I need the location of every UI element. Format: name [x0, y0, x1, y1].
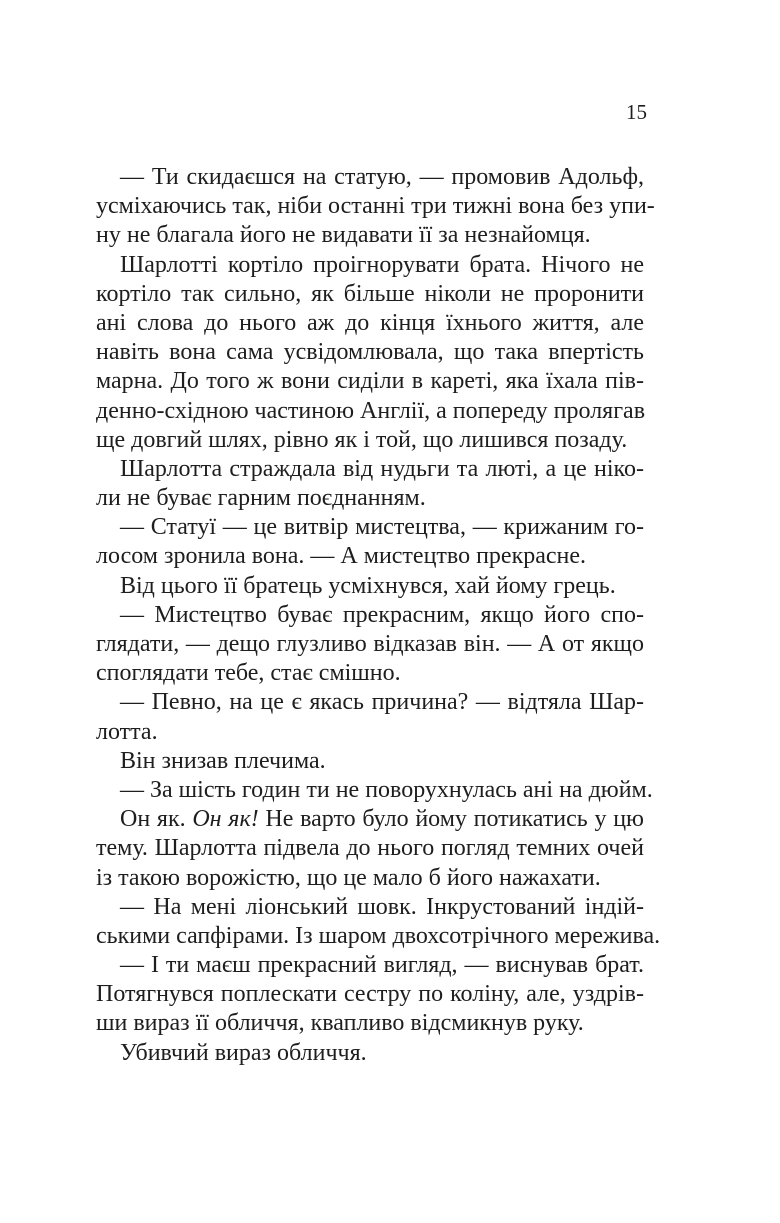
- text-line: Шарлотті кортіло проігнорувати брата. Нічого не: [120, 251, 644, 278]
- text-line: тему. Шарлотта підвела до нього погляд темних очей: [96, 835, 644, 862]
- text-line: лосом зронила вона. — А мистецтво прекрасне.: [96, 543, 587, 570]
- text-line: [96, 805, 644, 834]
- text-line: — Ти скидаєшся на статую, — промовив Адольф,: [120, 164, 644, 190]
- text-line: — Певно, на це є якась причина? — відтяла Шар-: [120, 689, 644, 716]
- page-number: 15: [626, 100, 647, 124]
- text-line: ши вираз її обличчя, квапливо відсмикнув руку.: [96, 1010, 584, 1037]
- text-line: — На мені ліонський шовк. Інкрустований індій-: [120, 893, 644, 920]
- text-line: глядати, — дещо глузливо відказав він. — А от якщо: [96, 631, 644, 657]
- text-line: Потягнувся поплескати сестру по коліну, але, уздрів-: [96, 981, 644, 1008]
- text-line: Він знизав плечима.: [120, 747, 326, 774]
- text-line: Від цього її братець усміхнувся, хай йому грець.: [120, 572, 616, 599]
- text-line: денно-східною частиною Англії, а попереду пролягав: [96, 397, 646, 424]
- text-line: марна. До того ж вони сиділи в кареті, яка їхала пів-: [96, 368, 644, 395]
- text-span: Не варто було йому потикатись у цю: [258, 806, 644, 833]
- body-text: [96, 163, 661, 1068]
- text-line: ськими сапфірами. Із шаром двохсотрічного мережива.: [96, 922, 661, 949]
- text-line: — І ти маєш прекрасний вигляд, — виснував брат.: [120, 952, 644, 979]
- italic-text: Он як!: [192, 806, 259, 833]
- text-line: лотта.: [96, 718, 158, 745]
- text-span: Он як.: [120, 806, 193, 833]
- text-line: — Статуї — це витвір мистецтва, — крижаним го-: [120, 514, 644, 541]
- text-line: Убивчий вираз обличчя.: [120, 1039, 367, 1066]
- text-line: ли не буває гарним поєднанням.: [96, 485, 426, 512]
- text-line: споглядати тебе, стає смішно.: [96, 660, 401, 687]
- text-line: навіть вона сама усвідомлювала, що така впертість: [96, 339, 644, 366]
- text-line: усміхаючись так, ніби останні три тижні вона без упи-: [96, 193, 655, 220]
- text-line: Шарлотта страждала від нудьги та люті, а це ніко-: [120, 455, 644, 482]
- text-line: із такою ворожістю, що це мало б його нажахати.: [96, 864, 601, 891]
- text-line: ані слова до нього аж до кінця їхнього життя, але: [96, 309, 644, 336]
- text-line: — Мистецтво буває прекрасним, якщо його спо-: [120, 601, 644, 628]
- text-line: ну не благала його не видавати її за незнайомця.: [96, 222, 591, 249]
- text-line: кортіло так сильно, як більше ніколи не проронити: [96, 280, 644, 307]
- text-line: ще довгий шлях, рівно як і той, що лишився позаду.: [96, 426, 628, 453]
- text-line: — За шість годин ти не поворухнулась ані на дюйм.: [120, 776, 653, 803]
